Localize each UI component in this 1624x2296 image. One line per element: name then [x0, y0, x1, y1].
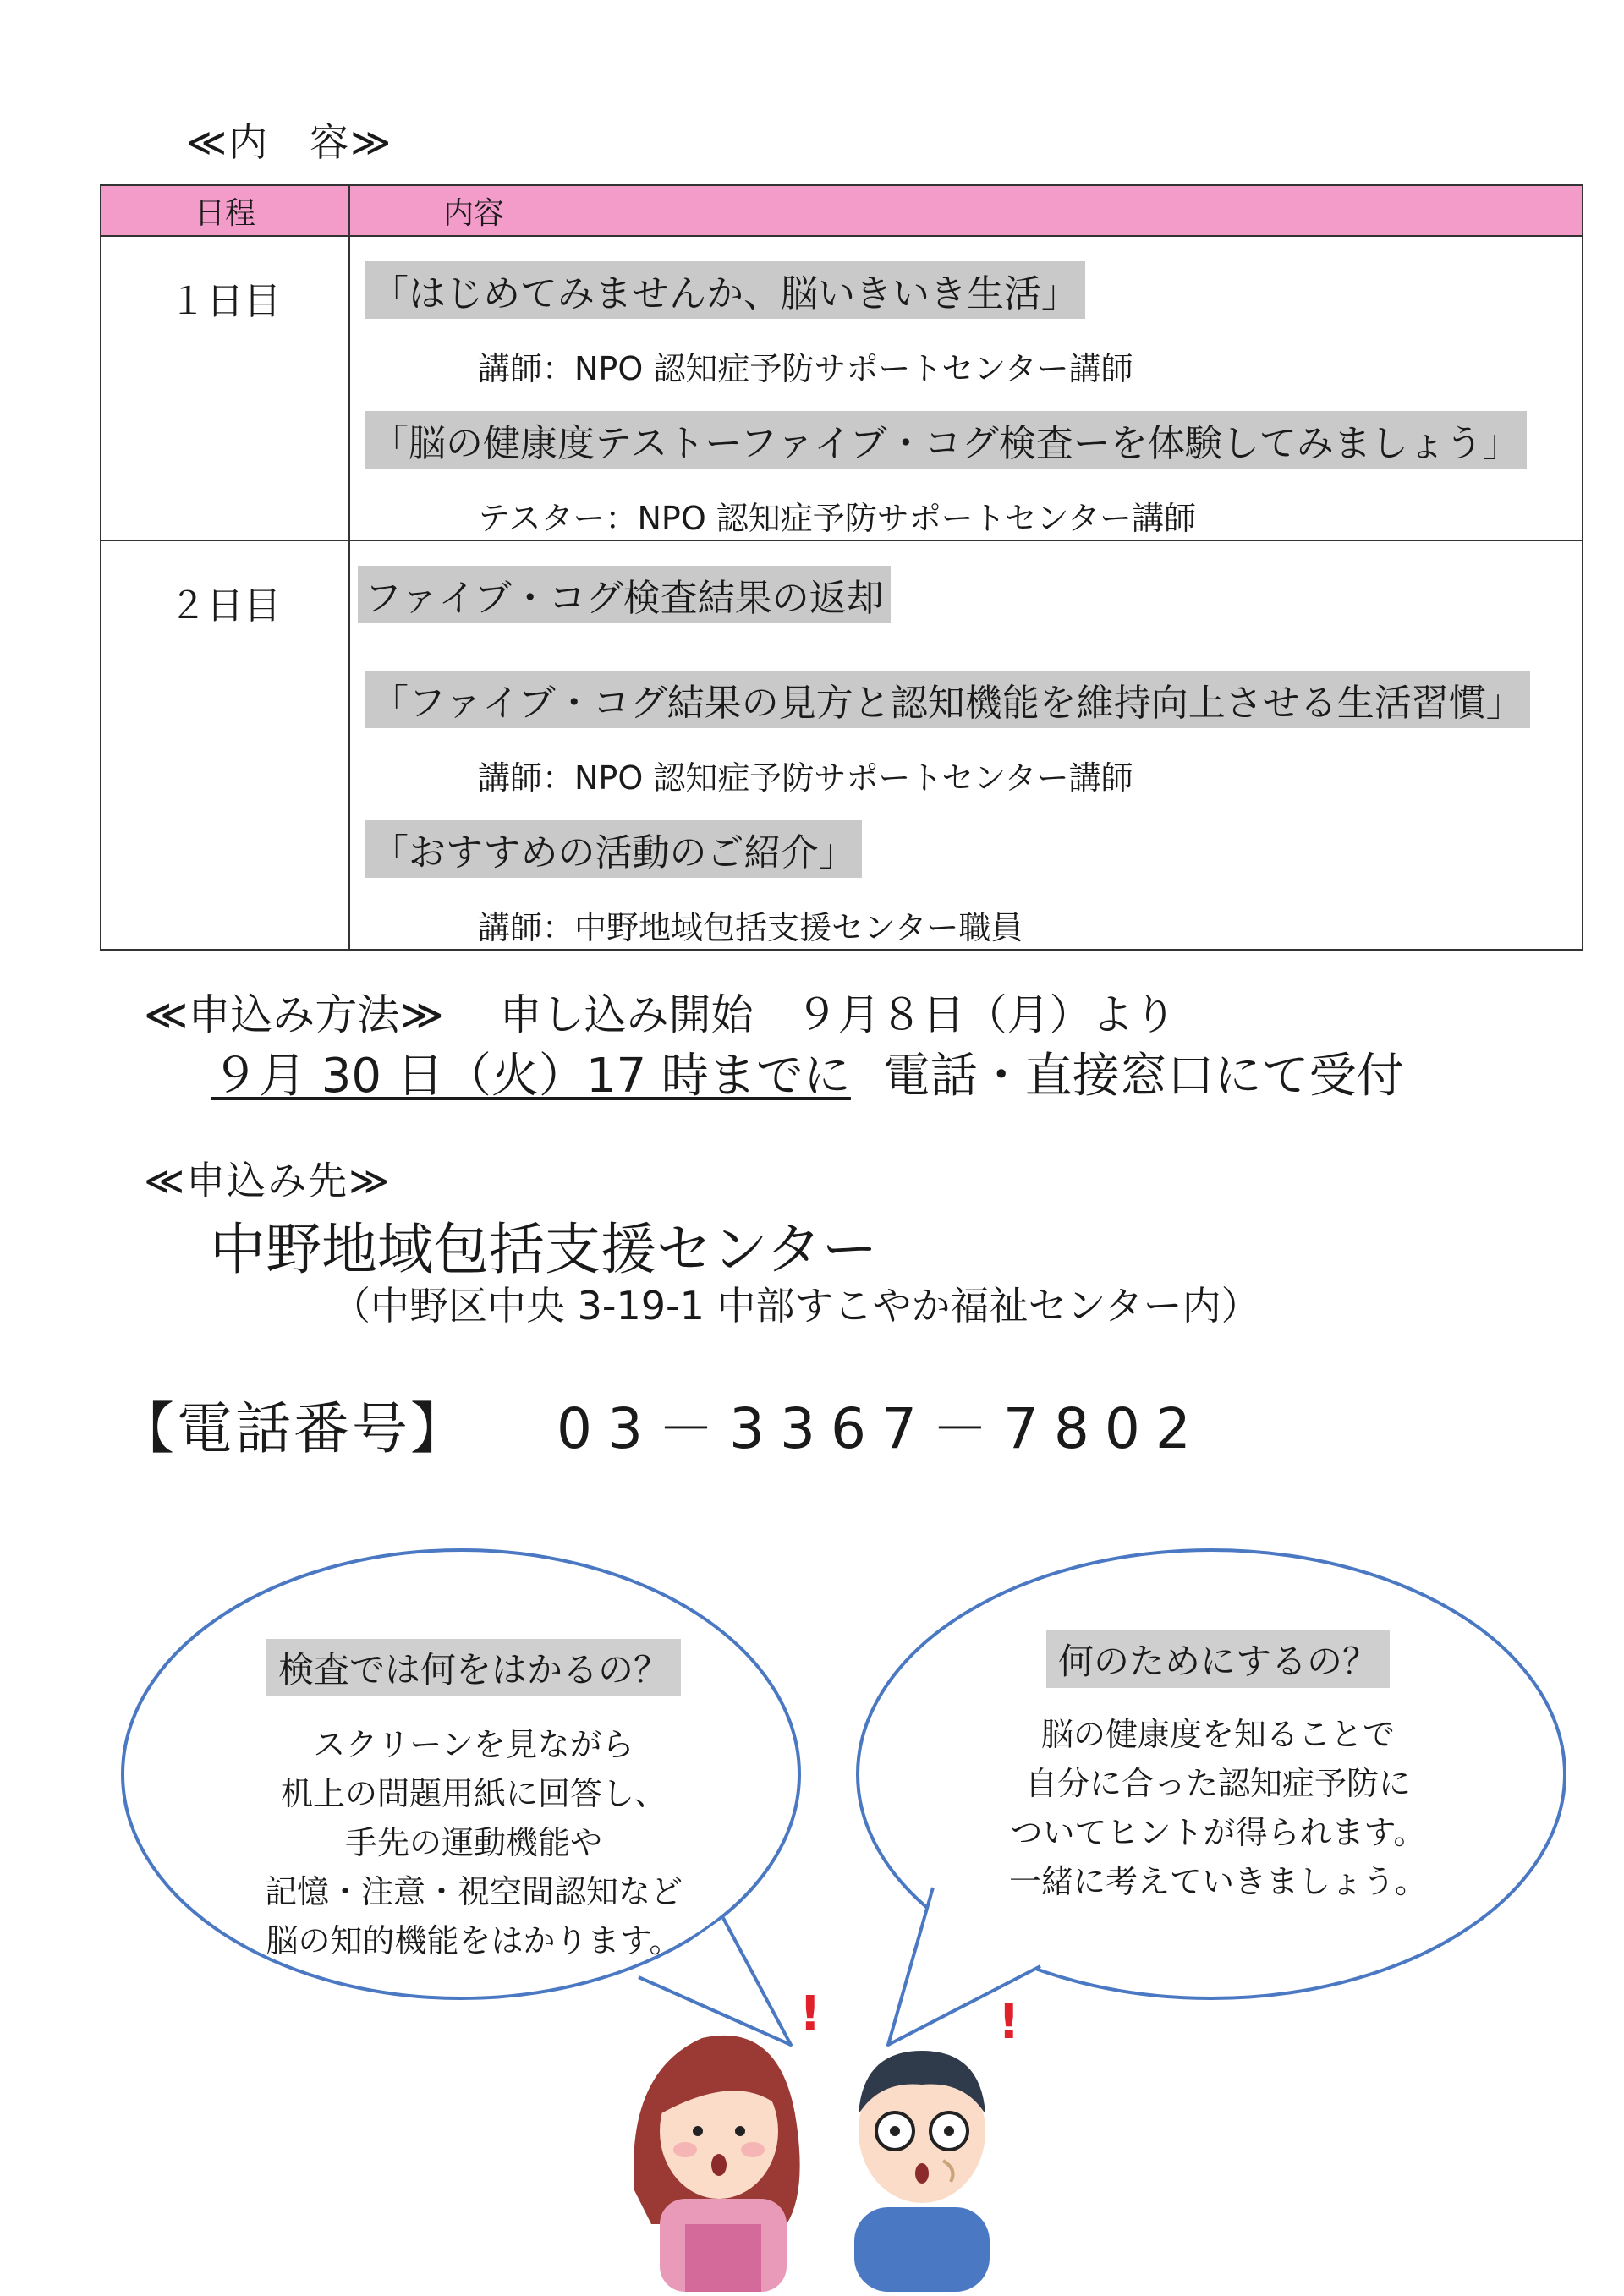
org-name: 中野地域包括支援センター — [210, 1217, 878, 1282]
bubble-left-line: スクリーンを見ながら — [313, 1726, 634, 1763]
apply-to-heading: ≪申込み先≫ — [144, 1158, 392, 1203]
program-title: 「はじめてみませんか、脳いきいき生活」 — [365, 261, 1085, 319]
program-title: 「おすすめの活動のご紹介」 — [365, 820, 862, 878]
phone-number: 03－3367－7802 — [556, 1396, 1206, 1461]
bubble-left — [152, 1639, 795, 1965]
column-header-day: 日程 — [101, 185, 349, 236]
bubble-right — [897, 1630, 1539, 1906]
lecturer: テスター：NPO 認知症予防サポートセンター講師 — [478, 500, 1197, 537]
bubble-left-line: 脳の知的機能をはかります。 — [266, 1922, 682, 1959]
apply-method-heading: ≪申込み方法≫ — [144, 990, 444, 1039]
program-title: ファイブ・コグ検査結果の返却 — [358, 566, 891, 623]
surprised-people-illustration — [626, 1970, 1032, 2292]
apply-deadline: ９月 30 日（火）17 時までに — [211, 1049, 851, 1104]
lecturer: 講師：中野地域包括支援センター職員 — [478, 909, 1023, 946]
bubble-right-line: ついてヒントが得られます。 — [1010, 1814, 1426, 1851]
man-figure — [854, 2051, 990, 2292]
apply-channels: 電話・直接窓口にて受付 — [882, 1049, 1404, 1104]
lecturer: 講師：NPO 認知症予防サポートセンター講師 — [478, 759, 1133, 797]
apply-start: 申し込み開始 ９月８日（月）より — [499, 990, 1177, 1039]
content-heading: ≪内 容≫ — [186, 119, 393, 165]
day-label: ２日目 — [101, 540, 349, 950]
bubble-left-line: 手先の運動機能や — [344, 1824, 602, 1861]
exclamation-icon: ! — [998, 1995, 1020, 2050]
bubble-left-line: 机上の問題用紙に回答し、 — [280, 1775, 667, 1812]
lecturer: 講師：NPO 認知症予防サポートセンター講師 — [478, 350, 1133, 387]
bubble-right-heading: 何のためにするの？ — [1046, 1630, 1390, 1688]
column-header-content: 内容 — [349, 185, 1583, 236]
program-title: 「脳の健康度テストーファイブ・コグ検査ーを体験してみましょう」 — [365, 411, 1527, 469]
bubble-left-heading: 検査では何をはかるの？ — [266, 1639, 681, 1696]
day-label: １日目 — [101, 236, 349, 540]
woman-figure — [634, 2036, 800, 2292]
bubble-right-line: 脳の健康度を知ることで — [1040, 1716, 1395, 1753]
bubble-right-line: 自分に合った認知症予防に — [1024, 1765, 1411, 1802]
org-address: （中野区中央 3-19-1 中部すこやか福祉センター内） — [332, 1283, 1260, 1329]
bubble-left-line: 記憶・注意・視空間認知など — [264, 1873, 683, 1910]
program-title: 「ファイブ・コグ結果の見方と認知機能を維持向上させる生活習慣」 — [365, 671, 1530, 728]
exclamation-icon: ! — [799, 1986, 821, 2041]
phone-label: 【電話番号】 — [118, 1396, 469, 1461]
bubble-right-line: 一緒に考えていきましょう。 — [1008, 1863, 1427, 1900]
